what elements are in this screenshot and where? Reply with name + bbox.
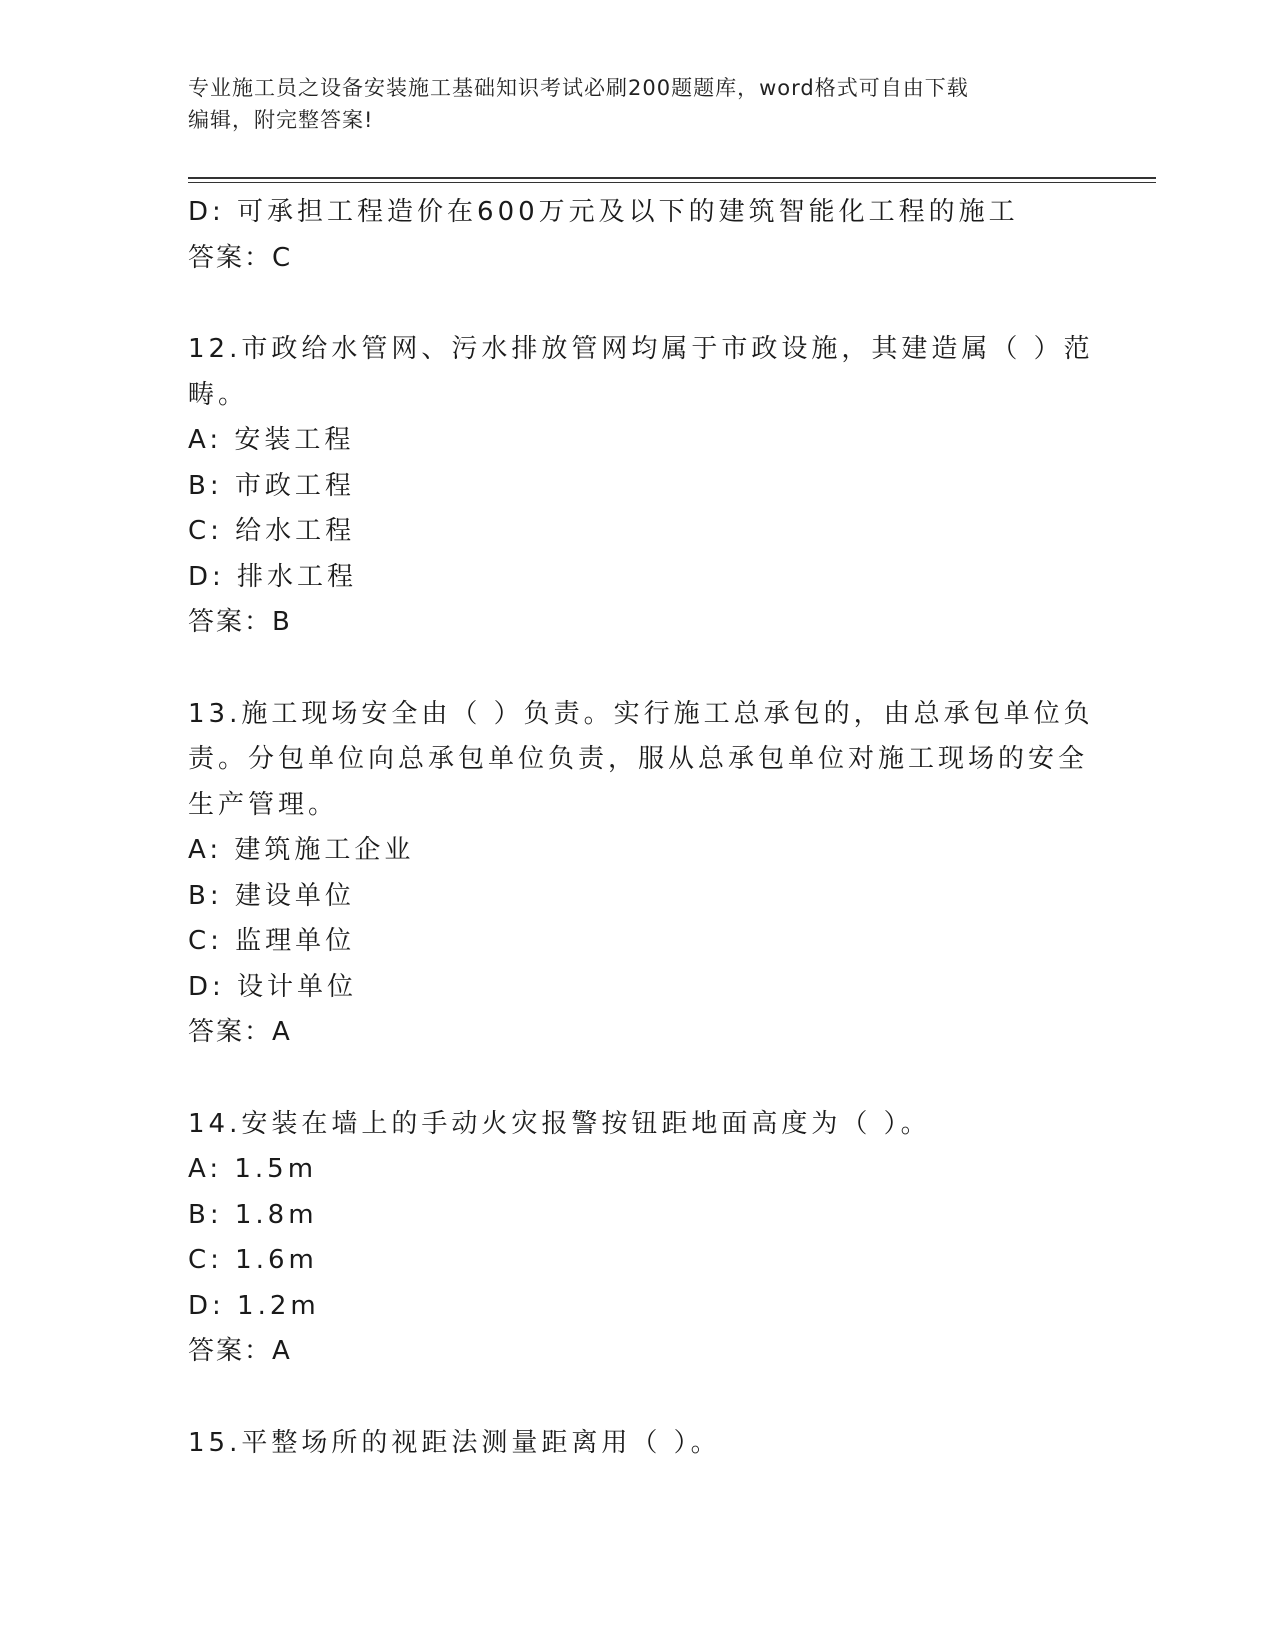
question-13-stem-line-2: 责。分包单位向总承包单位负责，服从总承包单位对施工现场的安全	[188, 744, 1089, 774]
question-14-stem: 14.安装在墙上的手动火灾报警按钮距地面高度为（ ）。	[188, 1108, 931, 1139]
question-12-option-d: D: 排水工程	[188, 561, 358, 592]
question-14	[188, 1102, 1088, 1375]
question-13	[188, 692, 1094, 1056]
document-header	[188, 72, 1088, 136]
question-14-answer: 答案：A	[188, 1336, 292, 1366]
spacer	[188, 1056, 1088, 1102]
question-15-stem: 15.平整场所的视距法测量距离用（ ）。	[188, 1427, 721, 1458]
question-13-option-d: D: 设计单位	[188, 971, 358, 1002]
header-title-line-2: 编辑，附完整答案!	[188, 108, 374, 132]
question-12-option-b: B: 市政工程	[188, 470, 355, 501]
header-divider-thick	[188, 177, 1156, 179]
spacer	[188, 281, 1088, 327]
question-13-option-b: B: 建设单位	[188, 880, 355, 911]
question-11-answer: 答案：C	[188, 242, 293, 273]
question-14-option-c: C: 1.6m	[188, 1245, 318, 1275]
question-12-answer: 答案：B	[188, 607, 292, 637]
question-11	[188, 190, 1088, 281]
question-12	[188, 327, 1094, 646]
question-13-answer: 答案：A	[188, 1017, 292, 1047]
question-12-stem-line-1: 12.市政给水管网、污水排放管网均属于市政设施，其建造属（ ）范	[188, 334, 1094, 364]
question-13-option-a: A: 建筑施工企业	[188, 835, 415, 865]
question-12-stem-line-2: 畴。	[188, 379, 249, 410]
question-13-option-c: C: 监理单位	[188, 926, 356, 956]
question-12-option-c: C: 给水工程	[188, 516, 356, 546]
question-14-option-b: B: 1.8m	[188, 1199, 318, 1230]
question-11-option-d: D: 可承担工程造价在600万元及以下的建筑智能化工程的施工	[188, 197, 1019, 227]
question-list	[188, 190, 1094, 1466]
spacer	[188, 646, 1088, 692]
question-14-option-d: D: 1.2m	[188, 1290, 320, 1321]
question-15	[188, 1421, 1088, 1467]
header-title-line-1: 专业施工员之设备安装施工基础知识考试必刷200题题库，word格式可自由下载	[188, 76, 969, 100]
question-12-option-a: A: 安装工程	[188, 425, 355, 455]
question-13-stem-line-3: 生产管理。	[188, 789, 339, 820]
question-13-stem-line-1: 13.施工现场安全由（ ）负责。实行施工总承包的，由总承包单位负	[188, 698, 1094, 729]
spacer	[188, 1375, 1088, 1421]
header-divider-thin	[188, 182, 1156, 183]
question-14-option-a: A: 1.5m	[188, 1154, 318, 1184]
